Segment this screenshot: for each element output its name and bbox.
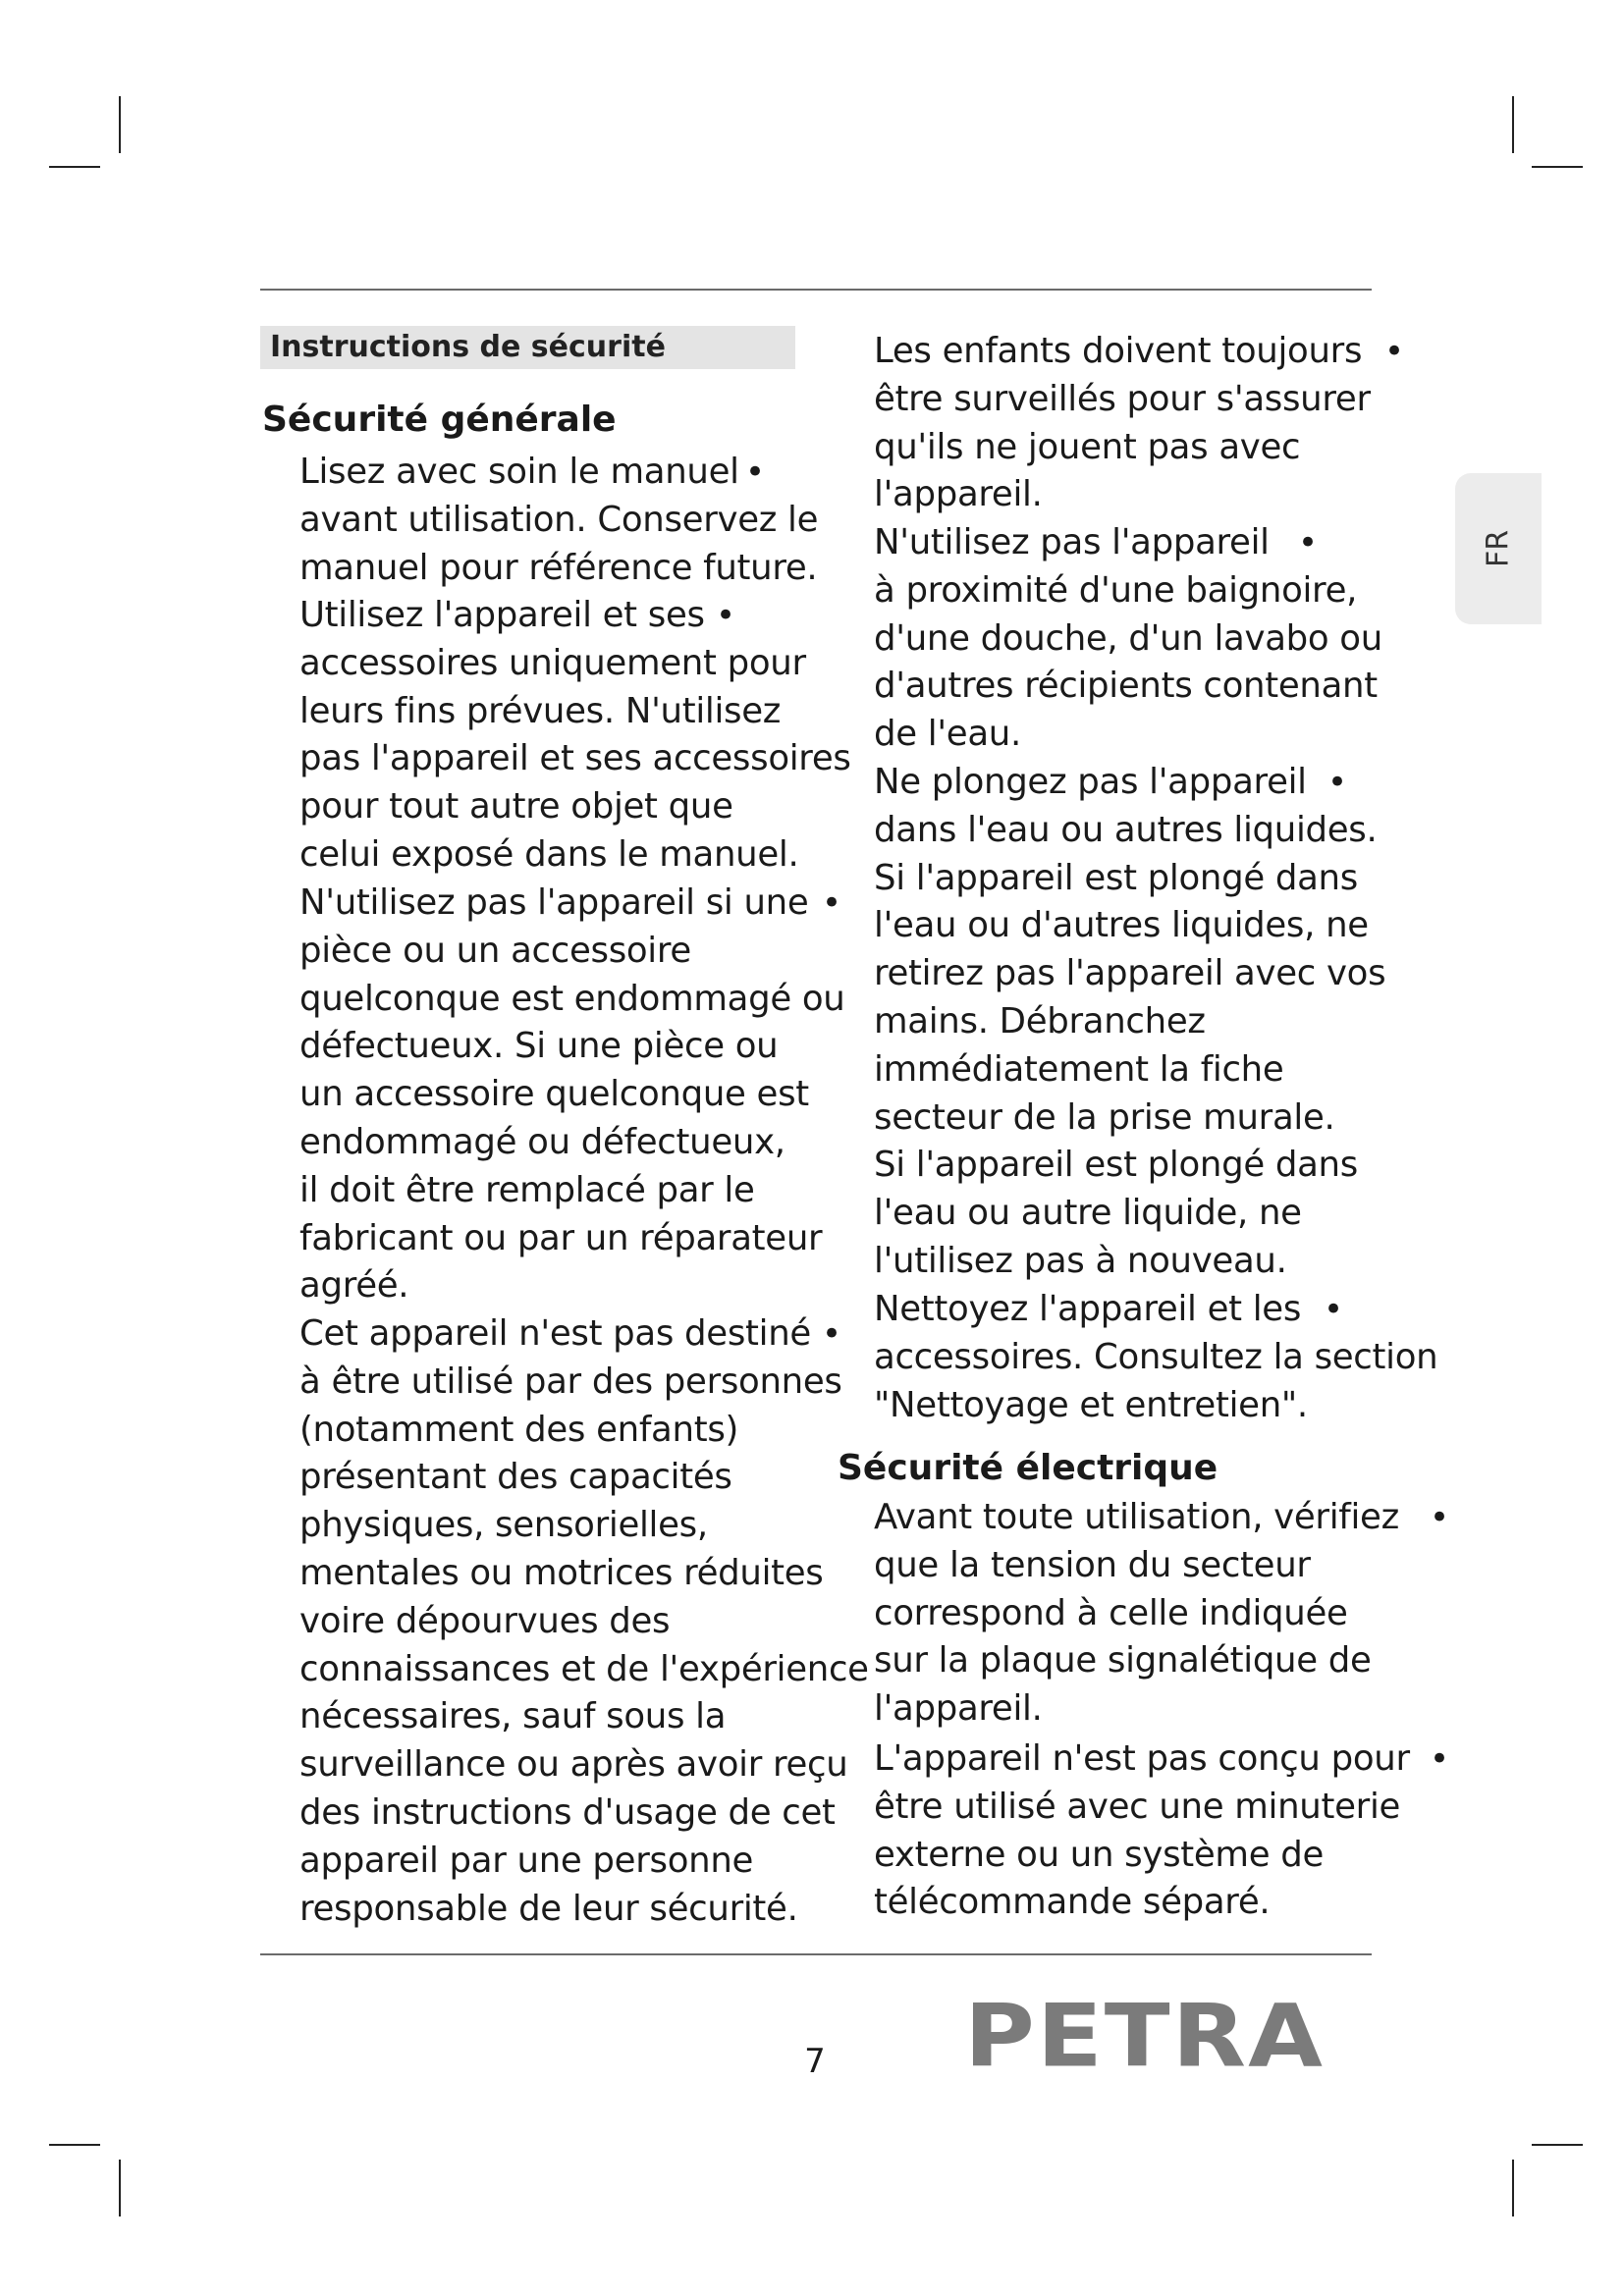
text-line: pas l'appareil et ses accessoires xyxy=(299,738,851,779)
text-line: l'appareil. xyxy=(874,474,1043,515)
top-rule xyxy=(260,289,1372,291)
crop-mark xyxy=(119,2160,121,2216)
bullet-icon: • xyxy=(1384,332,1404,371)
text-line: présentant des capacités xyxy=(299,1457,732,1498)
list-item xyxy=(299,449,818,592)
text-line: l'eau ou d'autres liquides, ne xyxy=(874,905,1369,946)
text-line: nécessaires, sauf sous la xyxy=(299,1696,727,1737)
text-line: Les enfants doivent toujours xyxy=(874,331,1363,371)
text-line: surveillance ou après avoir reçu xyxy=(299,1744,848,1786)
list-item xyxy=(874,1286,1437,1429)
text-line: mains. Débranchez xyxy=(874,1000,1206,1041)
text-line: l'eau ou autre liquide, ne xyxy=(874,1193,1302,1234)
text-line: dans l'eau ou autres liquides. xyxy=(874,809,1378,850)
text-line: (notamment des enfants) xyxy=(299,1409,739,1450)
crop-mark xyxy=(1532,166,1583,168)
text-line: télécommande séparé. xyxy=(874,1882,1271,1923)
text-line: "Nettoyage et entretien". xyxy=(874,1384,1308,1425)
text-line: externe ou un système de xyxy=(874,1834,1325,1875)
list-item xyxy=(299,592,851,880)
bullet-icon: • xyxy=(745,453,765,492)
text-line: leurs fins prévues. N'utilisez xyxy=(299,690,782,731)
list-item xyxy=(874,519,1382,759)
crop-mark xyxy=(49,2144,100,2146)
text-line: correspond à celle indiquée xyxy=(874,1592,1348,1633)
text-line: Ne plongez pas l'appareil xyxy=(874,762,1307,802)
text-line: appareil par une personne xyxy=(299,1840,754,1881)
list-item xyxy=(874,1735,1449,1927)
bullet-icon: • xyxy=(1324,1290,1343,1329)
text-line: endommagé ou défectueux, xyxy=(299,1121,785,1162)
crop-mark xyxy=(1532,2144,1583,2146)
page-number: 7 xyxy=(804,2042,826,2081)
text-line: retirez pas l'appareil avec vos xyxy=(874,953,1386,994)
text-line: mentales ou motrices réduites xyxy=(299,1552,824,1593)
bullet-icon: • xyxy=(1298,523,1318,562)
list-item xyxy=(874,759,1385,1286)
section-tag: Instructions de sécurité xyxy=(260,326,795,369)
list-item xyxy=(299,880,844,1310)
bullet-icon: • xyxy=(1327,763,1347,802)
bullet-icon: • xyxy=(716,596,735,635)
heading-electrical-safety: Sécurité électrique xyxy=(838,1448,1218,1488)
text-line: que la tension du secteur xyxy=(874,1544,1311,1585)
bullet-icon: • xyxy=(1430,1498,1449,1537)
text-line: il doit être remplacé par le xyxy=(299,1169,755,1210)
language-tab-label: FR xyxy=(1481,529,1516,568)
text-line: à proximité d'une baignoire, xyxy=(874,569,1358,611)
text-line: avant utilisation. Conservez le xyxy=(299,499,819,540)
language-tab xyxy=(1455,473,1542,624)
text-line: être surveillés pour s'assurer xyxy=(874,378,1371,419)
text-line: Lisez avec soin le manuel xyxy=(299,452,739,492)
text-line: connaissances et de l'expérience xyxy=(299,1648,869,1689)
text-line: Avant toute utilisation, vérifiez xyxy=(874,1497,1399,1537)
text-line: secteur de la prise murale. xyxy=(874,1096,1335,1138)
text-line: pièce ou un accessoire xyxy=(299,930,691,971)
text-line: manuel pour référence future. xyxy=(299,547,818,588)
text-line: d'une douche, d'un lavabo ou xyxy=(874,617,1382,659)
text-line: d'autres récipients contenant xyxy=(874,666,1378,707)
text-line: L'appareil n'est pas conçu pour xyxy=(874,1738,1410,1779)
crop-mark xyxy=(49,166,100,168)
bullet-icon: • xyxy=(1430,1739,1449,1779)
list-item xyxy=(874,328,1404,519)
text-line: des instructions d'usage de cet xyxy=(299,1791,836,1833)
text-line: fabricant ou par un réparateur xyxy=(299,1217,823,1258)
crop-mark xyxy=(1512,2160,1514,2216)
bullet-icon: • xyxy=(822,883,841,923)
text-line: N'utilisez pas l'appareil xyxy=(874,522,1270,562)
text-line: immédiatement la fiche xyxy=(874,1048,1284,1090)
text-line: responsable de leur sécurité. xyxy=(299,1888,798,1929)
crop-mark xyxy=(119,96,121,153)
heading-general-safety: Sécurité générale xyxy=(262,400,617,440)
text-line: sur la plaque signalétique de xyxy=(874,1640,1372,1682)
text-line: à être utilisé par des personnes xyxy=(299,1361,842,1402)
brand-logo: PETRA xyxy=(964,1986,1325,2088)
text-line: quelconque est endommagé ou xyxy=(299,978,845,1019)
text-line: un accessoire quelconque est xyxy=(299,1074,809,1115)
text-line: Cet appareil n'est pas destiné xyxy=(299,1313,811,1354)
text-line: N'utilisez pas l'appareil si une xyxy=(299,882,809,923)
text-line: de l'eau. xyxy=(874,714,1021,755)
text-line: Si l'appareil est plongé dans xyxy=(874,857,1358,898)
text-line: physiques, sensorielles, xyxy=(299,1505,708,1546)
crop-mark xyxy=(1512,96,1514,153)
text-line: l'utilisez pas à nouveau. xyxy=(874,1240,1287,1281)
bullet-icon: • xyxy=(822,1314,841,1354)
text-line: l'appareil. xyxy=(874,1688,1043,1730)
list-item xyxy=(874,1494,1449,1734)
bottom-rule xyxy=(260,1953,1372,1955)
text-line: défectueux. Si une pièce ou xyxy=(299,1026,779,1067)
text-line: accessoires uniquement pour xyxy=(299,642,806,683)
text-line: qu'ils ne jouent pas avec xyxy=(874,426,1301,467)
text-line: agréé. xyxy=(299,1265,409,1307)
text-line: Utilisez l'appareil et ses xyxy=(299,595,705,635)
text-line: voire dépourvues des xyxy=(299,1600,671,1641)
text-line: Si l'appareil est plongé dans xyxy=(874,1145,1358,1186)
text-line: pour tout autre objet que xyxy=(299,786,733,828)
list-item xyxy=(299,1310,869,1933)
text-line: accessoires. Consultez la section xyxy=(874,1336,1438,1377)
text-line: celui exposé dans le manuel. xyxy=(299,833,799,875)
text-line: être utilisé avec une minuterie xyxy=(874,1786,1401,1827)
text-line: Nettoyez l'appareil et les xyxy=(874,1289,1302,1329)
